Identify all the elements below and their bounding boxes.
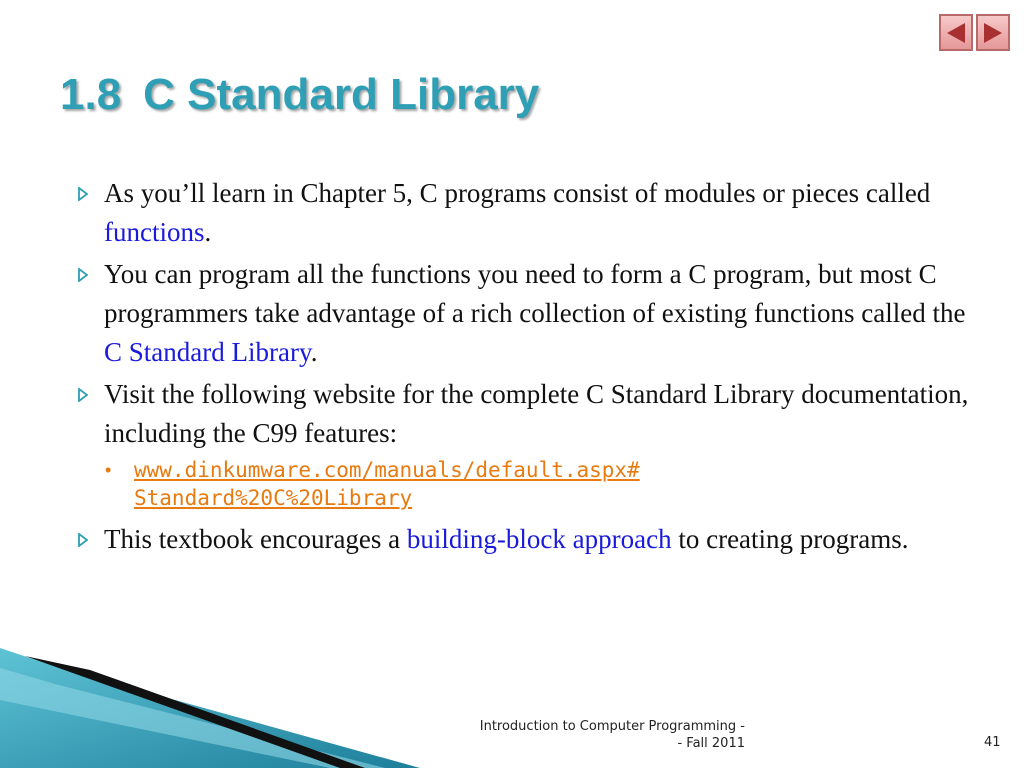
footer-line-2: - Fall 2011 (677, 736, 745, 751)
highlight-term: C Standard Library (104, 337, 311, 367)
footer-line-1: Introduction to Computer Programming - (479, 719, 745, 734)
bullet-item (78, 520, 978, 559)
bullet-text-end: to creating programs. (671, 524, 909, 554)
slide-title (60, 70, 539, 120)
link-line-2: Standard%20C%20Library (134, 486, 413, 510)
highlight-term: functions (104, 217, 205, 247)
left-triangle-icon (945, 21, 967, 45)
documentation-link[interactable] (134, 458, 640, 510)
previous-slide-button[interactable] (939, 14, 973, 51)
bullet-text: As you’ll learn in Chapter 5, C programs consist of modules or pieces called (104, 178, 931, 208)
bullet-arrow-icon (78, 388, 88, 402)
title-text: C Standard Library (143, 70, 540, 119)
bullet-item (78, 255, 978, 372)
page-number: 41 (984, 735, 1001, 750)
sub-bullet-item (78, 456, 978, 512)
bullet-text-end: . (204, 217, 212, 247)
footer-course-title (440, 718, 745, 752)
bullet-arrow-icon (78, 187, 88, 201)
slide-body (78, 174, 978, 562)
bullet-text: Visit the following website for the complete C Standard Library documentation, including the C99 features: (104, 379, 969, 448)
right-triangle-icon (982, 21, 1004, 45)
link-line-1: www.dinkumware.com/manuals/default.aspx# (134, 458, 640, 482)
bullet-arrow-icon (78, 268, 88, 282)
highlight-term: building-block approach (406, 524, 672, 554)
bullet-text: This textbook encourages a (104, 524, 407, 554)
sub-bullet-dot-icon: • (105, 460, 112, 480)
next-slide-button[interactable] (976, 14, 1010, 51)
section-number: 1.8 (60, 70, 122, 119)
bullet-text-end: . (310, 337, 318, 367)
bullet-item (78, 174, 978, 252)
bullet-text: You can program all the functions you need to form a C program, but most C programmers take advantage of a rich collection of existing functions called the (104, 259, 966, 328)
slide-navigation (939, 14, 1010, 51)
bullet-item (78, 375, 978, 453)
bullet-arrow-icon (78, 533, 88, 547)
